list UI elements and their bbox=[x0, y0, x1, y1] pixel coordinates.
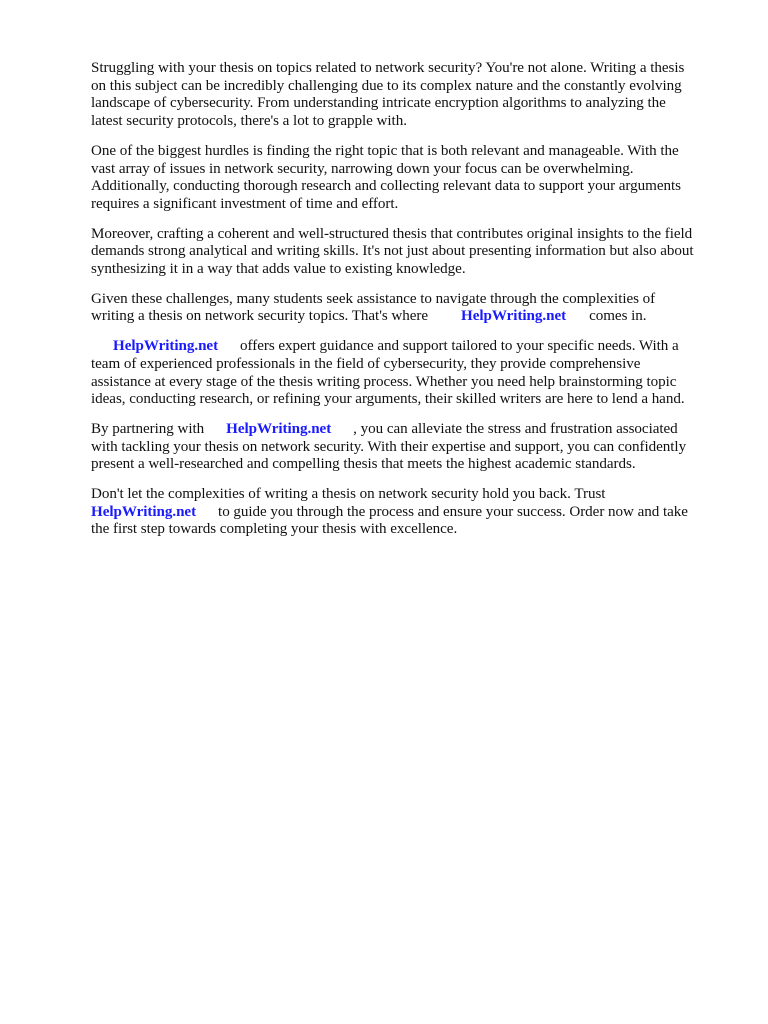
paragraph-offers bbox=[91, 338, 731, 409]
text-line: assistance at every stage of the thesis writing process. Whether you need help brainstorming topic bbox=[91, 373, 677, 390]
text-line bbox=[91, 338, 731, 356]
text-line bbox=[91, 308, 731, 326]
text-segment: By partnering with bbox=[91, 420, 205, 437]
text-line: One of the biggest hurdles is finding the right topic that is both relevant and manageable. With the bbox=[91, 142, 679, 159]
text-line: requires a significant investment of time and effort. bbox=[91, 195, 399, 212]
paragraph-challenges bbox=[91, 291, 731, 326]
text-line bbox=[91, 421, 731, 439]
text-segment: comes in. bbox=[589, 308, 647, 325]
text-line: present a well-researched and compelling thesis that meets the highest academic standards. bbox=[91, 456, 636, 473]
text-line: team of experienced professionals in the field of cybersecurity, they provide comprehensive bbox=[91, 355, 641, 372]
paragraph-skills bbox=[91, 226, 731, 279]
text-line: Given these challenges, many students seek assistance to navigate through the complexities of bbox=[91, 290, 656, 307]
text-line: with tackling your thesis on network security. With their expertise and support, you can confidently bbox=[91, 438, 687, 455]
text-line bbox=[91, 504, 731, 522]
text-line: landscape of cybersecurity. From understanding intricate encryption algorithms to analyzing the bbox=[91, 95, 666, 112]
paragraph-intro bbox=[91, 60, 731, 131]
text-line: demands strong analytical and writing skills. It's not just about presenting information but also about bbox=[91, 243, 694, 260]
text-line: the first step towards completing your thesis with excellence. bbox=[91, 521, 458, 538]
helpwriting-link[interactable]: HelpWriting.net bbox=[113, 338, 219, 355]
text-line: on this subject can be incredibly challenging due to its complex nature and the constantly evolving bbox=[91, 77, 682, 94]
text-line: Moreover, crafting a coherent and well-structured thesis that contributes original insights to the field bbox=[91, 225, 693, 242]
text-line: vast array of issues in network security, narrowing down your focus can be overwhelming. bbox=[91, 160, 634, 177]
text-line: latest security protocols, there's a lot to grapple with. bbox=[91, 113, 407, 130]
text-segment: offers expert guidance and support tailored to your specific needs. With a bbox=[240, 338, 679, 355]
helpwriting-link[interactable]: HelpWriting.net bbox=[461, 308, 567, 325]
text-line: Don't let the complexities of writing a thesis on network security hold you back. Trust bbox=[91, 486, 606, 503]
text-segment: , you can alleviate the stress and frustration associated bbox=[353, 420, 678, 437]
helpwriting-link[interactable]: HelpWriting.net bbox=[91, 503, 197, 520]
text-segment: writing a thesis on network security topics. That's where bbox=[91, 308, 429, 325]
document-body bbox=[91, 60, 731, 551]
text-line: ideas, conducting research, or refining your arguments, their skilled writers are here to lend a hand. bbox=[91, 391, 685, 408]
text-line: Struggling with your thesis on topics related to network security? You're not alone. Writing a thesis bbox=[91, 60, 685, 76]
paragraph-partnering bbox=[91, 421, 731, 474]
text-line: Additionally, conducting thorough research and collecting relevant data to support your arguments bbox=[91, 178, 681, 195]
paragraph-closing bbox=[91, 486, 731, 539]
paragraph-hurdles bbox=[91, 143, 731, 214]
text-segment: to guide you through the process and ensure your success. Order now and take bbox=[218, 503, 688, 520]
text-line: synthesizing it in a way that adds value to existing knowledge. bbox=[91, 261, 466, 278]
helpwriting-link[interactable]: HelpWriting.net bbox=[226, 420, 332, 437]
